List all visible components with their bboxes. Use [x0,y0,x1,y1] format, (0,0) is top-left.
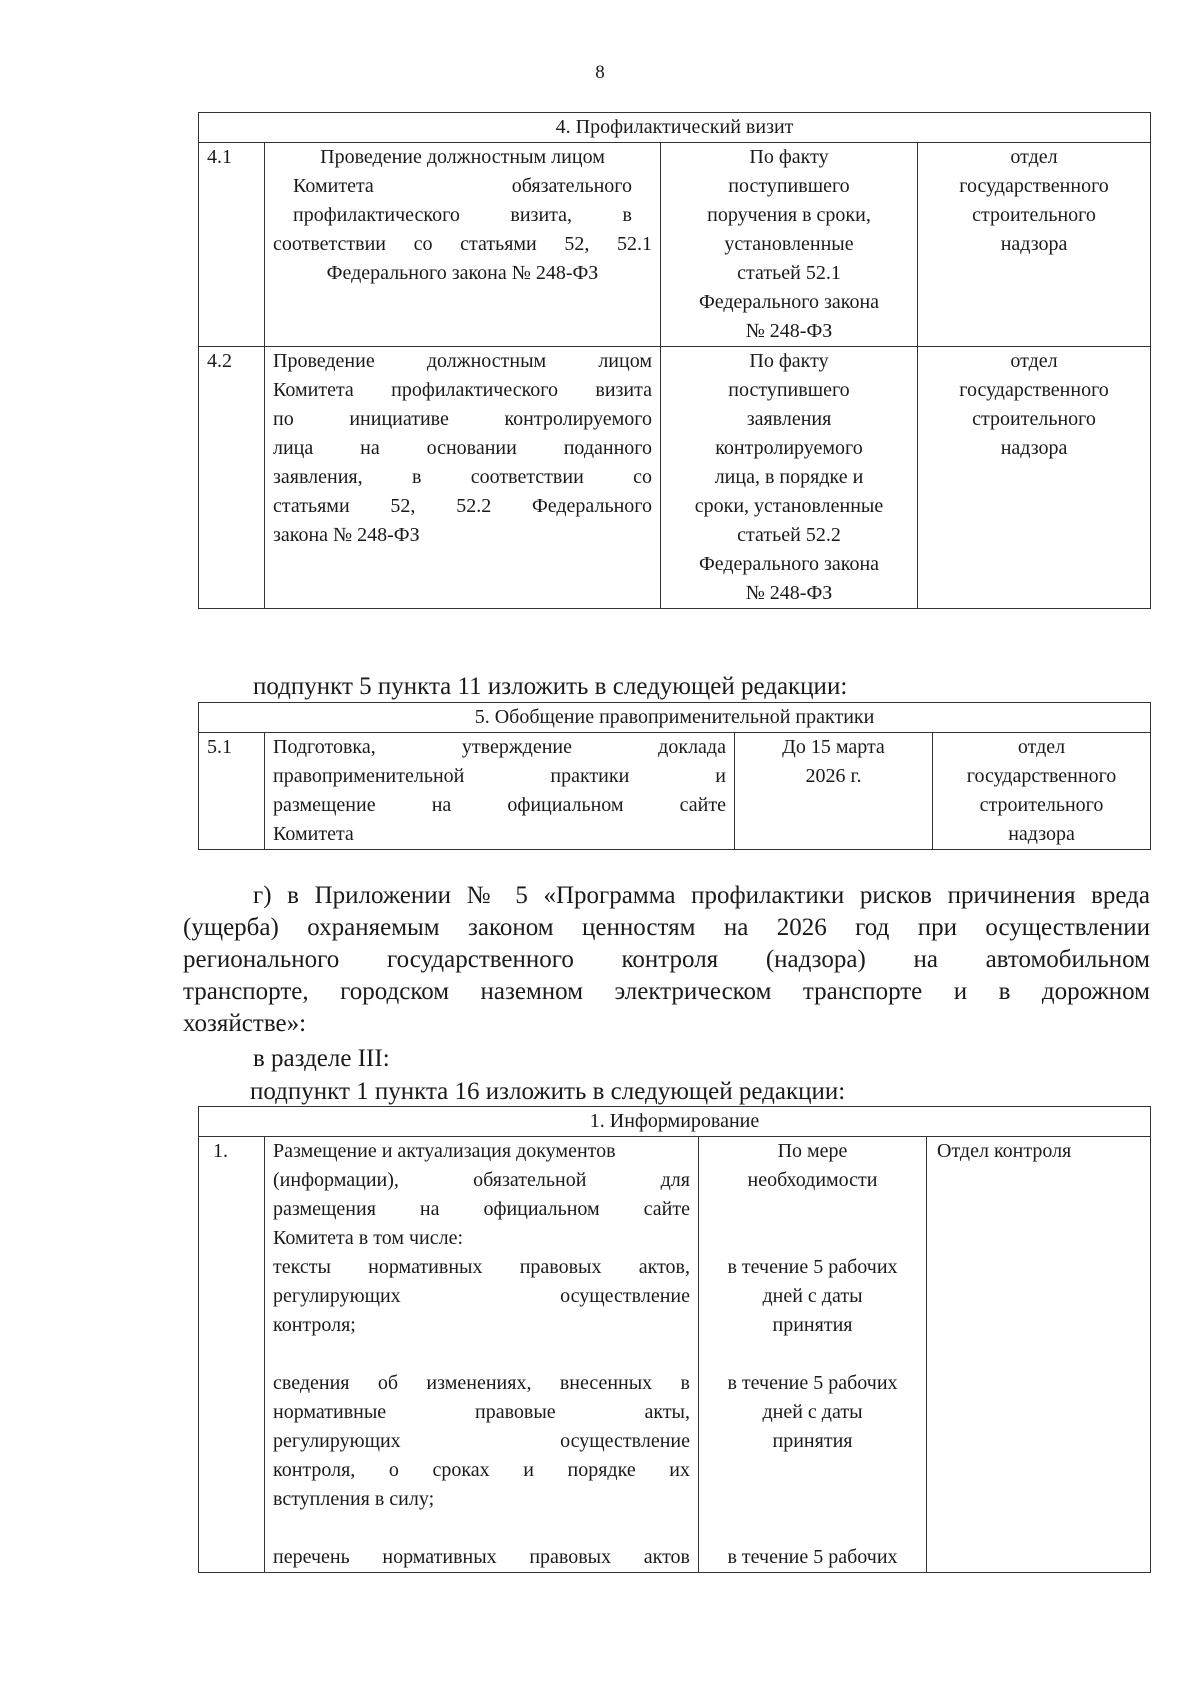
section-title: 4. Профилактический визит [199,113,1151,143]
section-title: 1. Информирование [199,1107,1151,1137]
row-description: Подготовка, утверждение доклада правоприменительной практики и размещение на официальном сайте Комитета [265,733,735,850]
table-section-header [199,113,1151,143]
row-responsible: отдел государственного строительного надзора [918,143,1151,347]
paragraph-subclause-5: подпункт 5 пункта 11 изложить в следующей редакции: [253,673,848,700]
paragraph-appendix-5: г) в Приложении № 5 «Программа профилактики рисков причинения вреда (ущерба) охраняемым законом ценностям на 2026 год при осуществлении регионального государственного контроля (надзора) на автомобильном транспорте, городском наземном электрическом транспорте и в дорожном хозяйстве»: [183,882,1150,1037]
row-description: Проведение должностным лицом Комитета обязательного профилактического визита, в соответствии со статьями 52, 52.1 Федерального закона № 248-ФЗ [265,143,661,347]
row-description: Размещение и актуализация документов (информации), обязательной для размещения на официальном сайте Комитета в том числе: тексты нормативных правовых актов, регулирующих осуществление контроля; сведения об изменениях, внесенных в нормативные правовые акты, регулирующих осуществление контроля, о сроках и порядке их вступления в силу; перечень нормативных правовых актов [265,1137,699,1573]
table-row [199,733,1151,850]
row-term: По мере необходимости в течение 5 рабочих дней с даты принятия в течение 5 рабочих дней с даты принятия в течение 5 рабочих [699,1137,927,1573]
row-number: 1. [199,1137,265,1573]
row-responsible: Отдел контроля [927,1137,1151,1573]
page-number: 8 [595,62,605,83]
row-term: По факту поступившего заявления контролируемого лица, в порядке и сроки, установленные статьей 52.2 Федерального закона № 248-ФЗ [661,347,918,609]
paragraph-subclause-1: подпункт 1 пункта 16 изложить в следующей редакции: [250,1078,846,1105]
row-term: До 15 марта 2026 г. [735,733,933,850]
table-row [199,1137,1151,1573]
row-number: 4.2 [199,347,265,609]
row-number: 5.1 [199,733,265,850]
row-term: По факту поступившего поручения в сроки, установленные статьей 52.1 Федерального закона № 248-ФЗ [661,143,918,347]
table-enforcement-practice [198,702,1151,850]
table-informing [198,1106,1151,1573]
section-title: 5. Обобщение правоприменительной практики [199,703,1151,733]
row-responsible: отдел государственного строительного надзора [933,733,1151,850]
row-description: Проведение должностным лицом Комитета профилактического визита по инициативе контролируемого лица на основании поданного заявления, в соответствии со статьями 52, 52.2 Федерального закона № 248-ФЗ [265,347,661,609]
table-row [199,143,1151,347]
paragraph-section-3: в разделе III: [253,1045,390,1072]
row-responsible: отдел государственного строительного надзора [918,347,1151,609]
table-section-header [199,1107,1151,1137]
table-row [199,347,1151,609]
row-number: 4.1 [199,143,265,347]
table-section-header [199,703,1151,733]
table-preventive-visit [198,112,1151,609]
